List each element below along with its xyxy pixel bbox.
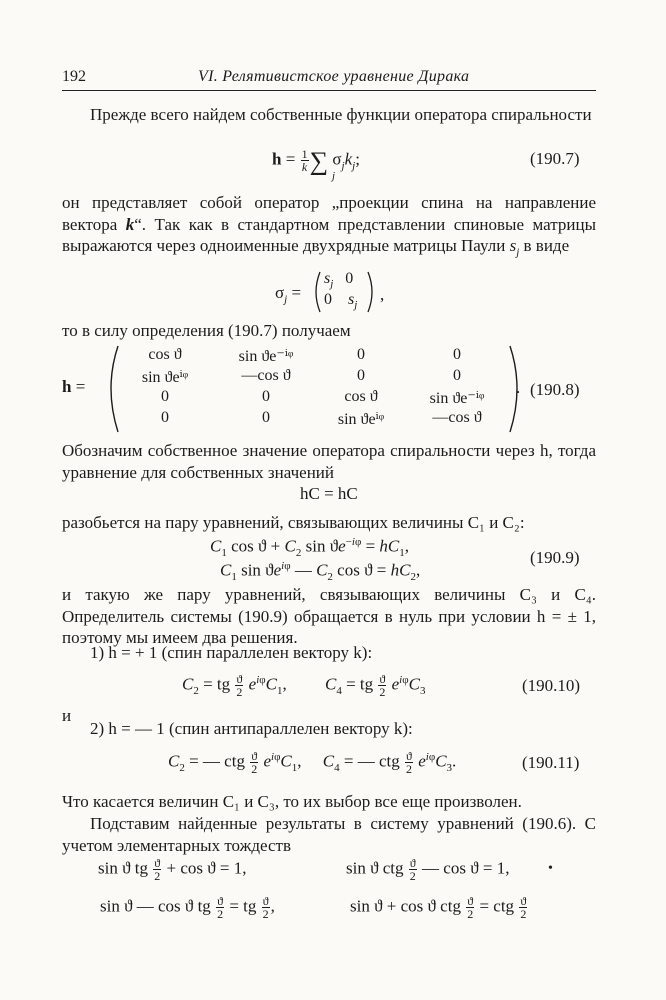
equation-number-190-11: (190.11) <box>522 753 580 772</box>
equation-number-190-9: (190.9) <box>530 548 580 567</box>
paragraph-eigenvalue: Обозначим собственное значение оператора спиральности через h, тогда уравнение для собственных значений <box>62 441 596 482</box>
equation-number-190-10: (190.10) <box>522 676 581 695</box>
identity-1: sin ϑ tg $\frac{ϑ}{2}$ + cos ϑ = 1, <box>98 856 247 883</box>
case-1-heading: 1) h = + 1 (спин параллелен вектору k): <box>90 643 373 662</box>
paragraph-determinant: и такую же пару уравнений, связывающих величины C₃ и C₄. Определитель системы (190.9) обращается в нуль при условии h = ± 1, поэтому мы имеем два решения. <box>62 585 596 648</box>
matrix-cell: 0 <box>262 388 270 405</box>
matrix-cell: 0 <box>161 388 169 405</box>
paragraph-intro: Прежде всего найдем собственные функции оператора спиральности <box>90 105 592 124</box>
case-2-heading: 2) h = — 1 (спин антипараллелен вектору k): <box>90 719 413 738</box>
matrix-cell: cos ϑ <box>148 346 182 363</box>
identity-4: sin ϑ + cos ϑ ctg $\frac{ϑ}{2}$ = ctg $\frac{ϑ}{2}$ <box>350 894 527 921</box>
paragraph-split: разобьется на пару уравнений, связывающих величины C₁ и C₂: <box>62 513 525 532</box>
paragraph-helicity-text-a: он представляет собой оператор „проекции спина на направление вектора <box>62 193 596 234</box>
identity-2: sin ϑ ctg $\frac{ϑ}{2}$ — cos ϑ = 1, <box>346 856 510 883</box>
matrix-cell: 0 <box>357 346 365 363</box>
matrix-cell: sin ϑeⁱᵠ <box>337 411 385 428</box>
matrix-cell: 0 <box>262 409 270 426</box>
matrix-cell: —cos ϑ <box>241 367 291 384</box>
page-header <box>62 68 596 91</box>
equation-sigma-j: $\sigma_j$ = <box>275 283 302 306</box>
running-title: VI. Релятивистское уравнение Дирака <box>198 68 470 85</box>
matrix-cell: sin ϑeⁱᵠ <box>141 369 189 386</box>
identity-3: sin ϑ — cos ϑ tg $\frac{ϑ}{2}$ = tg $\frac{ϑ}{2}$ , <box>100 894 275 921</box>
equation-number-190-8: (190.8) <box>530 380 580 399</box>
paragraph-therefore: то в силу определения (190.7) получаем <box>62 321 351 340</box>
equation-190-11: $C_2$ = — ctg $\frac{ϑ}{2}$ $e^{i\varphi}C_1$, $C_4$ = — ctg $\frac{ϑ}{2}$ $e^{i\varphi}C_3$. <box>168 749 457 776</box>
matrix-cell: 0 <box>161 409 169 426</box>
equation-number-190-7: (190.7) <box>530 149 580 168</box>
sigma-matrix-row-1: $s_j$ 0 <box>324 270 354 291</box>
equation-190-9-line-1: $C_1$ $\cos ϑ + C_2$ $\sin ϑe^{-i\varphi} = hC_1$, <box>210 536 409 560</box>
matrix-cell: cos ϑ <box>344 388 378 405</box>
conjunction-and: и <box>62 706 72 725</box>
sigma-matrix-row-2: 0 $s_j$ <box>324 291 358 312</box>
matrix-cell: 0 <box>357 367 365 384</box>
sigma-matrix-comma: , <box>380 285 385 304</box>
helicity-operator-lhs: h = <box>62 377 86 396</box>
paragraph-helicity-description: он представляет собой оператор „проекции спина на направление вектора k“. Так как в стандартном представлении спиновые матрицы выражаются через одноименные двухрядные матрицы Паули $s_j$ в виде <box>62 193 597 259</box>
paragraph-substitute: Подставим найденные результаты в систему уравнений (190.6). С учетом элементарных тождеств <box>62 814 596 855</box>
matrix-cell: 0 <box>453 346 461 363</box>
paragraph-helicity-text-c: в виде <box>519 236 570 256</box>
page-number: 192 <box>62 68 86 85</box>
matrix-cell: 0 <box>453 367 461 384</box>
matrix-cell: sin ϑe⁻ⁱᵠ <box>429 390 485 407</box>
matrix-period: . <box>516 378 521 397</box>
equation-190-7: h = $\frac{1}{k}$ ∑ $\sigma_jk_j$; j <box>272 146 360 182</box>
stray-mark: • <box>548 861 553 876</box>
paragraph-arbitrary: Что касается величин C₁ и C₃, то их выбор все еще произволен. <box>62 792 522 811</box>
equation-190-10: $C_2$ = tg $\frac{ϑ}{2}$ $e^{i\varphi}C_1$, $C_4$ = tg $\frac{ϑ}{2}$ $e^{i\varphi}C_3$ <box>182 672 426 699</box>
matrix-cell: —cos ϑ <box>432 409 482 426</box>
equation-190-9-line-2: $C_1$ $\sin ϑe^{i\varphi}$ — $C_2$ $\cos ϑ = hC_2$, <box>220 560 421 584</box>
matrix-cell: sin ϑe⁻ⁱᵠ <box>238 348 294 365</box>
equation-eigenvalue: hC = hC <box>300 484 358 503</box>
paragraph-helicity-text-b: “. Так как в стандартном представлении спиновые матрицы выражаются через одноименные двухрядные матрицы Паули <box>62 214 597 256</box>
